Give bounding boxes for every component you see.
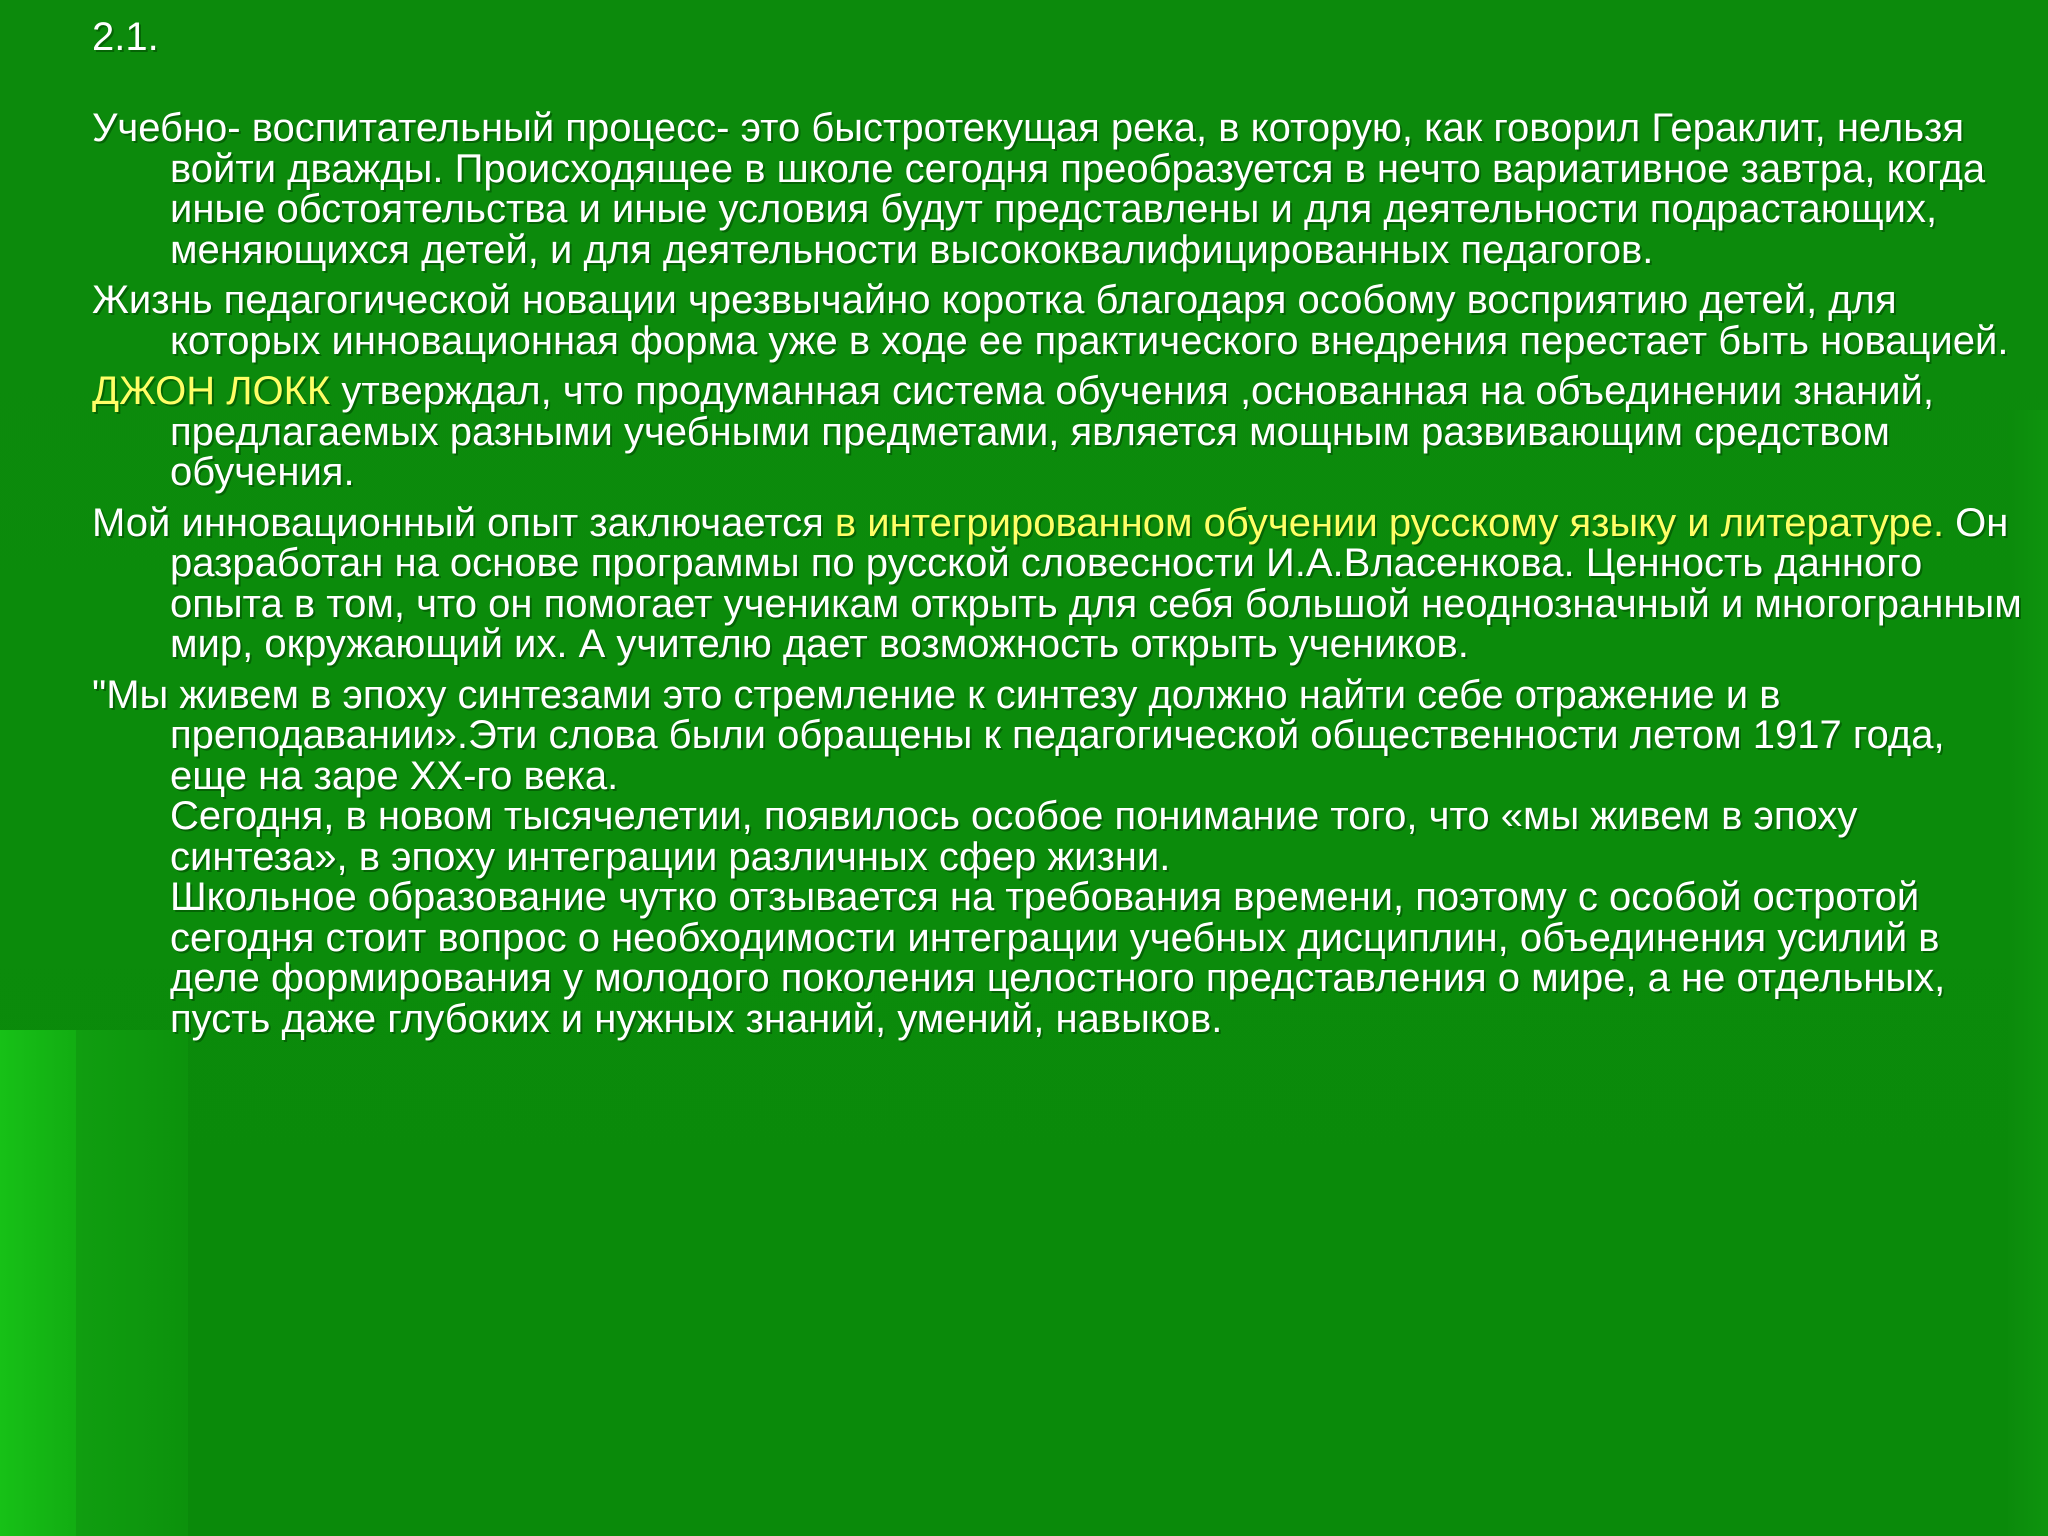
paragraph-synthesis-quote: "Мы живем в эпоху синтезами это стремление к синтезу должно найти себе отражение и в преподавании».Эти слова были обращены к педагогической общественности летом 1917 года, еще на заре XX-го века. Сегодня, в новом тысячелетии, появилось особое понимание того, что «мы живем в эпоху синтеза», в эпоху интеграции различных сфер жизни. Школьное образование чутко отзывается на требования времени, поэтому с особой остротой сегодня стоит вопрос о необходимости интеграции учебных дисциплин, объединения усилий в деле формирования у молодого поколения целостного представления о мире, а не отдельных, пусть даже глубоких и нужных знаний, умений, навыков. xyxy=(92,672,1946,1041)
highlight-integrated-learning: в интегрированном обучении русскому языку и литературе. xyxy=(834,500,1945,545)
slide-number: 2.1. xyxy=(92,15,159,59)
paragraph-innovation-rest: Он разработан на основе программы по русской словесности И.А.Власенкова. Ценность данного опыта в том, что он помогает ученикам открыть для себя большой неоднозначный и многогранным мир, окружающий их. А учителю дает возможность открыть учеников. xyxy=(170,500,2022,666)
paragraph-innovation-experience xyxy=(92,500,2022,666)
highlight-john-locke: ДЖОН ЛОКК xyxy=(92,369,331,413)
paragraph-innovation-start: Мой инновационный опыт заключается xyxy=(92,500,835,545)
paragraph-john-locke-text: утверждал, что продуманная система обучения ,основанная на объединении знаний, предлагаемых разными учебными предметами, является мощным развивающим средством обучения. xyxy=(170,369,1935,494)
slide-body xyxy=(92,10,2022,1049)
paragraph-john-locke xyxy=(92,371,2022,493)
paragraph-pedagogical-novation: Жизнь педагогической новации чрезвычайно коротка благодаря особому восприятию детей, для которых инновационная форма уже в ходе ее практического внедрения перестает быть новацией. xyxy=(92,278,2009,363)
background-stripe-light xyxy=(0,1030,76,1536)
paragraph-learning-process: Учебно- воспитательный процесс- это быстротекущая река, в которую, как говорил Гераклит, нельзя войти дважды. Происходящее в школе сегодня преобразуется в нечто вариативное завтра, когда иные обстоятельства и иные условия будут представлены и для деятельности подрастающих, меняющихся детей, и для деятельности высококвалифицированных педагогов. xyxy=(92,106,1986,272)
background-stripe-medium xyxy=(76,1030,188,1536)
